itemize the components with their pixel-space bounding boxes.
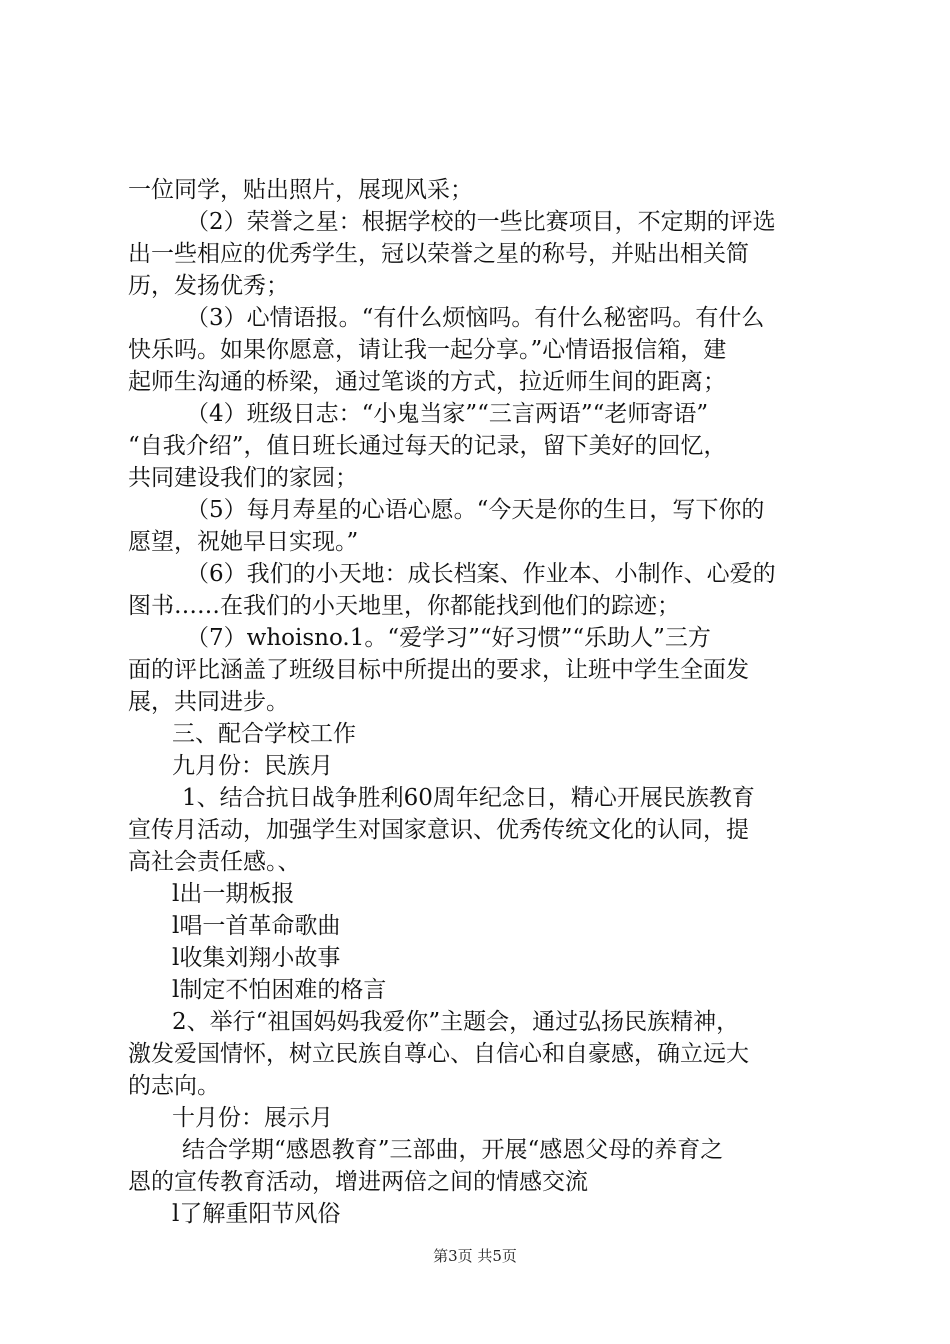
text-line: 出一些相应的优秀学生，冠以荣誉之星的称号，并贴出相关简 [128,241,749,267]
text-line: （6）我们的小天地：成长档案、作业本、小制作、心爱的 [186,561,776,587]
text-line: 共同建设我们的家园； [128,465,358,491]
text-line: 愿望，祝她早日实现。” [128,529,359,555]
text-line: 历，发扬优秀； [128,273,289,299]
text-line: 一位同学，贴出照片，展现风采； [128,177,473,203]
text-line: 激发爱国情怀，树立民族自尊心、自信心和自豪感，确立远大 [128,1041,749,1067]
page-number-footer: 第3页 共5页 [433,1247,517,1265]
month-heading: 九月份：民族月 [172,753,333,779]
text-line: （3）心情语报。“有什么烦恼吗。有什么秘密吗。有什么 [186,305,765,331]
text-line: 高社会责任感。、 [128,849,301,875]
list-item: l制定不怕困难的格言 [172,977,387,1003]
list-item: l收集刘翔小故事 [172,945,341,971]
text-line: “自我介绍”，值日班长通过每天的记录，留下美好的回忆， [128,433,727,459]
list-item: l出一期板报 [172,881,295,907]
text-line: 面的评比涵盖了班级目标中所提出的要求，让班中学生全面发 [128,657,749,683]
text-line: 的志向。 [128,1073,220,1099]
text-line: 宣传月活动，加强学生对国家意识、优秀传统文化的认同，提 [128,817,749,843]
month-heading: 十月份：展示月 [172,1105,333,1131]
document-body [128,174,830,1230]
text-line: 图书……在我们的小天地里，你都能找到他们的踪迹； [128,593,680,619]
text-line: 1、结合抗日战争胜利60周年纪念日，精心开展民族教育 [182,785,755,811]
section-heading: 三、配合学校工作 [172,721,356,747]
text-line: （5）每月寿星的心语心愿。“今天是你的生日，写下你的 [186,497,765,523]
text-line: （4）班级日志：“小鬼当家”“三言两语”“老师寄语” [186,401,709,427]
text-line: 快乐吗。如果你愿意，请让我一起分享。”心情语报信箱，建 [128,337,727,363]
text-line: （2）荣誉之星：根据学校的一些比赛项目，不定期的评选 [186,209,776,235]
text-line: 2、举行“祖国妈妈我爱你”主题会，通过弘扬民族精神， [172,1009,740,1035]
text-line: 结合学期“感恩教育”三部曲，开展“感恩父母的养育之 [182,1137,724,1163]
text-line: 恩的宣传教育活动，增进两倍之间的情感交流 [128,1169,588,1195]
list-item: l了解重阳节风俗 [172,1201,341,1227]
text-line: （7）whoisno.1。“爱学习”“好习惯”“乐助人”三方 [186,625,711,651]
list-item: l唱一首革命歌曲 [172,913,341,939]
text-line: 展，共同进步。 [128,689,289,715]
text-line: 起师生沟通的桥梁，通过笔谈的方式，拉近师生间的距离； [128,369,726,395]
